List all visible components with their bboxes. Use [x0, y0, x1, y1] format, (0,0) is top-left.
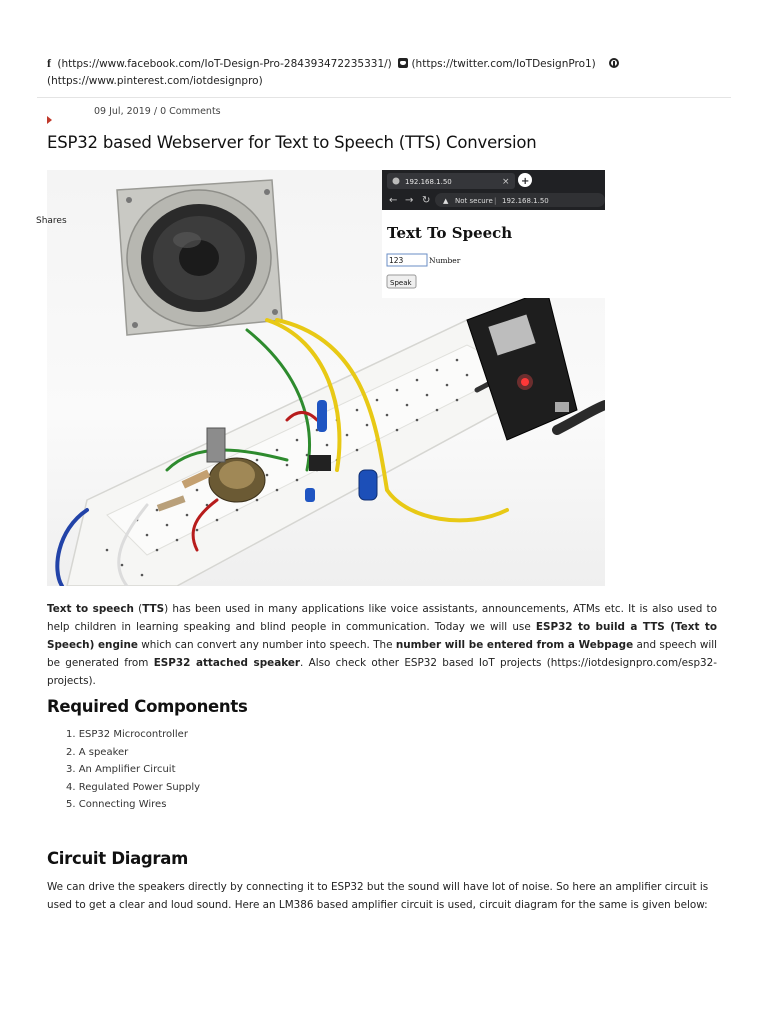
facebook-link[interactable]: f (https://www.facebook.com/IoT-Design-Pro-284393472235331/): [47, 56, 392, 70]
browser-tab-address: 192.168.1.50: [405, 178, 452, 186]
pinterest-icon[interactable]: [609, 58, 619, 68]
pinterest-link[interactable]: (https://www.pinterest.com/iotdesignpro): [47, 75, 263, 87]
address-url: 192.168.1.50: [502, 197, 549, 205]
list-item: 3. An Amplifier Circuit: [66, 764, 176, 775]
browser-overlay: [382, 170, 605, 298]
header-divider: [37, 97, 731, 98]
post-meta: [94, 106, 221, 117]
speak-button-label: Speak: [390, 279, 412, 287]
twitter-icon: [398, 58, 408, 68]
components-list: [66, 726, 200, 814]
tts-page-heading: Text To Speech: [387, 224, 513, 242]
twitter-link[interactable]: (https://twitter.com/IoTDesignPro1): [398, 58, 595, 70]
svg-text:+: +: [521, 176, 530, 187]
forward-arrow-icon: →: [405, 195, 414, 206]
address-security: Not secure: [455, 197, 493, 205]
tab-favicon-icon: [393, 178, 400, 185]
list-item: 1. ESP32 Microcontroller: [66, 729, 188, 740]
list-item: 5. Connecting Wires: [66, 799, 167, 810]
esp32-projects-link[interactable]: . Also check other ESP32 based IoT projects (https://iotdesignpro.com/esp32-projects).: [47, 657, 718, 687]
number-input-value: 123: [389, 256, 404, 265]
comments-link[interactable]: 0 Comments: [160, 106, 221, 117]
meta-separator: /: [153, 106, 158, 117]
speaker-illustration: [117, 180, 282, 335]
list-item: 2. A speaker: [66, 746, 129, 758]
circuit-paragraph: We can drive the speakers directly by connecting it to ESP32 but the sound will have lot of noise. So here an amplifier circuit is used to get a clear and loud sound. Here an LM386 based amplifier circuit is used, circuit diagram for the same is given below:: [47, 881, 709, 911]
number-input-label: Number: [429, 256, 461, 265]
reload-icon: ↻: [422, 195, 431, 206]
tab-close-icon: ×: [502, 177, 510, 187]
address-separator: |: [494, 197, 497, 205]
intro-paragraph: Text to speech (TTS) has been used in many applications like voice assistants, announcements, ATMs etc. It is also used to help children in learning speaking and blind people in communication. Today we will use ESP32 to build a TTS (Text to Speech) engine which can convert any number into speech. The number will be entered from a Webpage and speech will be generated from ESP32 attached speaker. Also check other ESP32 based IoT projects (https://iotdesignpro.com/esp32-projects).: [47, 603, 718, 687]
list-item: 4. Regulated Power Supply: [66, 781, 201, 793]
caret-right-icon: [47, 116, 52, 124]
warning-icon: ▲: [443, 197, 449, 205]
post-date: 09 Jul, 2019: [94, 106, 151, 117]
hero-photo-illustration: [47, 170, 605, 586]
article-title: ESP32 based Webserver for Text to Speech (TTS) Conversion: [47, 133, 537, 152]
circuit-diagram-heading: Circuit Diagram: [47, 849, 188, 868]
required-components-heading: Required Components: [47, 697, 248, 716]
back-arrow-icon: ←: [389, 195, 398, 206]
social-links: [47, 55, 727, 90]
facebook-icon: f: [47, 56, 51, 70]
hero-image: [47, 170, 605, 586]
shares-label: Shares: [36, 216, 67, 226]
